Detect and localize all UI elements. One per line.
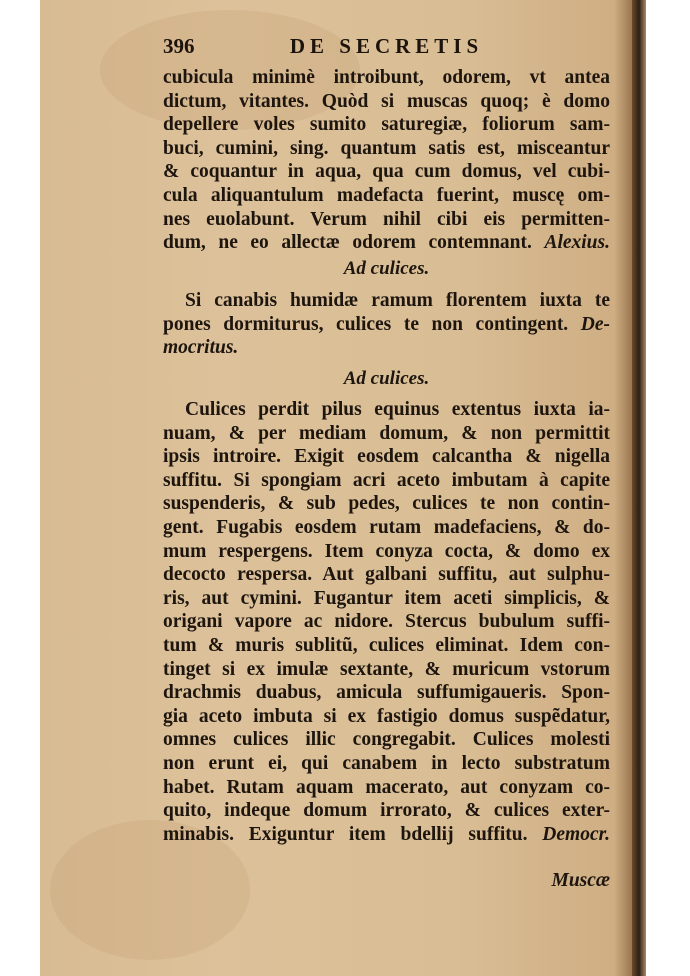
- page-number: 396: [163, 34, 195, 58]
- text-roman: tum & muris sublitũ, culices eliminat. Idem con-: [163, 635, 610, 656]
- text-roman: depellere voles sumito saturegiæ, foliorum sam-: [163, 114, 610, 136]
- text-line: [163, 208, 610, 231]
- text-roman: origani vapore ac nidore. Stercus bubulum suffi-: [163, 611, 610, 633]
- text-roman: quito, indeque domum irrorato, & culices exter-: [163, 800, 610, 822]
- text-line: [163, 445, 610, 468]
- text-line: [163, 66, 610, 89]
- text-roman: gia aceto imbuta si ex fastigio domus suspẽdatur,: [163, 705, 610, 727]
- text-roman: minabis. Exiguntur item bdellij suffitu.: [163, 823, 543, 845]
- text-roman: ipsis introire. Exigit eosdem calcantha & nigella: [163, 446, 610, 468]
- text-roman: suffitu. Si spongiam acri aceto imbutam à capite: [163, 469, 610, 491]
- text-roman: omnes culices illic congregabit. Culices molesti: [163, 729, 610, 751]
- text-roman: mum respergens. Item conyza cocta, & domo ex: [163, 540, 610, 562]
- page-edge: [632, 0, 646, 976]
- section-heading: Ad culices.: [343, 258, 430, 279]
- text-roman: buci, cumini, sing. quantum satis est, misceantur: [163, 137, 610, 159]
- text-line: [163, 634, 610, 657]
- text-roman: tinget si ex imulæ sextante, & muricum vstorum: [163, 658, 610, 680]
- text-roman: Si canabis humidæ ramum florentem iuxta te: [185, 290, 610, 311]
- text-line: [163, 469, 610, 492]
- text-line: [163, 336, 610, 359]
- text-line: [163, 563, 610, 586]
- text-roman: habet. Rutam aquam macerato, aut conyzam co-: [163, 776, 610, 798]
- text-line: [163, 160, 610, 183]
- text-italic-attribution: mocritus.: [163, 337, 239, 359]
- page-header: [163, 34, 610, 60]
- text-roman: nes euolabunt. Verum nihil cibi eis permitten-: [163, 208, 610, 230]
- text-line: [163, 113, 610, 136]
- text-roman: ris, aut cymini. Fugantur item aceti simplicis, &: [163, 587, 610, 609]
- catchword: Muscæ: [551, 870, 610, 891]
- text-line: [163, 184, 610, 207]
- running-head: DE SECRETIS: [289, 34, 484, 58]
- text-line: [163, 313, 610, 336]
- text-line: [163, 823, 610, 846]
- text-roman: non erunt ei, qui canabem in lecto substratum: [163, 753, 610, 774]
- text-roman: pones dormiturus, culices te non contingent.: [163, 313, 581, 335]
- text-line: [163, 728, 610, 751]
- text-roman: cula aliquantulum madefacta fuerint, muscę om-: [163, 185, 610, 206]
- text-line: [163, 492, 610, 515]
- text-roman: dictum, vitantes. Quòd si muscas quoq; è domo: [163, 90, 610, 112]
- text-roman: nuam, & per mediam domum, & non permittit: [163, 422, 610, 444]
- text-italic-attribution: Alexius.: [544, 232, 610, 254]
- text-line: [163, 422, 610, 445]
- text-line: [163, 289, 610, 312]
- text-roman: dum, ne eo allectæ odorem contemnant.: [163, 232, 545, 254]
- text-line: [163, 231, 610, 254]
- text-roman: cubicula minimè introibunt, odorem, vt antea: [163, 67, 610, 88]
- text-line: [163, 799, 610, 822]
- text-roman: gent. Fugabis eosdem rutam madefaciens, & do-: [163, 517, 610, 538]
- text-line: [163, 658, 610, 681]
- text-line: [163, 398, 610, 421]
- section-heading: Ad culices.: [343, 368, 430, 389]
- text-italic-attribution: Democr.: [542, 823, 610, 845]
- text-line: [163, 90, 610, 113]
- text-roman: suspenderis, & sub pedes, culices te non contin-: [163, 493, 610, 515]
- text-line: [163, 681, 610, 704]
- text-italic-attribution: De-: [580, 313, 610, 335]
- text-line: [163, 610, 610, 633]
- text-roman: & coquantur in aqua, qua cum domus, vel cubi-: [163, 161, 610, 183]
- text-line: [163, 587, 610, 610]
- text-line: [163, 752, 610, 775]
- text-roman: Culices perdit pilus equinus extentus iuxta ia-: [185, 399, 610, 420]
- text-line: [163, 516, 610, 539]
- text-line: [163, 137, 610, 160]
- text-roman: decocto respersa. Aut galbani suffitu, aut sulphu-: [163, 564, 610, 586]
- text-line: [163, 705, 610, 728]
- text-line: [163, 776, 610, 799]
- text-line: [163, 540, 610, 563]
- text-roman: drachmis duabus, amicula suffumigaueris. Spon-: [163, 682, 610, 704]
